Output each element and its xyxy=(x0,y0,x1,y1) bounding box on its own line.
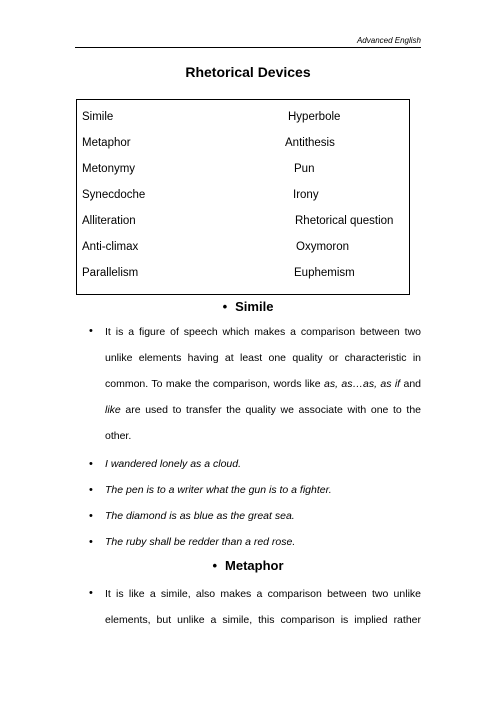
device-row xyxy=(77,189,409,207)
device-left: Metaphor xyxy=(82,137,131,149)
page-title: Rhetorical Devices xyxy=(185,64,311,80)
section-heading-simile xyxy=(0,299,496,314)
device-left: Anti-climax xyxy=(82,241,139,253)
section-heading-metaphor xyxy=(0,558,496,573)
definition-line: It is a figure of speech which makes a comparison between two xyxy=(105,326,421,338)
device-right: Oxymoron xyxy=(296,241,350,253)
bullet-icon: • xyxy=(222,299,228,314)
bullet-icon: • xyxy=(89,510,93,522)
definition-line xyxy=(105,397,421,423)
header-rule xyxy=(75,47,421,48)
definition-line xyxy=(105,371,421,397)
definition-italic: like xyxy=(105,404,121,416)
device-left: Metonymy xyxy=(82,163,136,175)
simile-example: The pen is to a writer what the gun is to a fighter. xyxy=(105,484,332,496)
bullet-icon: • xyxy=(89,587,93,599)
definition-text: and xyxy=(400,378,421,390)
device-left: Alliteration xyxy=(82,215,136,227)
bullet-icon: • xyxy=(212,558,218,573)
definition-line: other. xyxy=(105,430,132,442)
device-right: Rhetorical question xyxy=(295,215,394,227)
simile-example: The diamond is as blue as the great sea. xyxy=(105,510,295,522)
device-row xyxy=(77,163,409,181)
device-row xyxy=(77,241,409,259)
definition-line: It is like a simile, also makes a comparison between two unlike xyxy=(105,588,421,600)
header-label: Advanced English xyxy=(356,36,421,45)
device-left: Parallelism xyxy=(82,267,139,279)
device-row xyxy=(77,111,409,129)
bullet-icon: • xyxy=(89,325,93,337)
section-heading-text: Metaphor xyxy=(225,558,284,573)
device-row xyxy=(77,137,409,155)
bullet-icon: • xyxy=(89,458,93,470)
device-right: Euphemism xyxy=(294,267,355,279)
device-row xyxy=(77,215,409,233)
definition-text: are used to transfer the quality we associate with one to the xyxy=(120,404,421,416)
definition-line: elements, but unlike a simile, this comparison is implied rather xyxy=(105,614,421,626)
simile-definition xyxy=(105,319,421,449)
definition-text: common. To make the comparison, words like xyxy=(105,378,324,390)
bullet-icon: • xyxy=(89,536,93,548)
devices-box xyxy=(76,99,410,295)
device-right: Antithesis xyxy=(285,137,335,149)
definition-line: unlike elements having at least one quality or characteristic in xyxy=(105,352,421,364)
device-right: Pun xyxy=(294,163,315,175)
device-left: Simile xyxy=(82,111,114,123)
device-row xyxy=(77,267,409,285)
device-right: Hyperbole xyxy=(288,111,341,123)
device-left: Synecdoche xyxy=(82,189,146,201)
bullet-icon: • xyxy=(89,484,93,496)
device-right: Irony xyxy=(293,189,319,201)
simile-example: I wandered lonely as a cloud. xyxy=(105,458,242,470)
metaphor-definition xyxy=(105,581,421,633)
definition-italic: as, as…as, as if xyxy=(324,378,401,390)
section-heading-text: Simile xyxy=(235,299,274,314)
simile-example: The ruby shall be redder than a red rose. xyxy=(105,536,296,548)
